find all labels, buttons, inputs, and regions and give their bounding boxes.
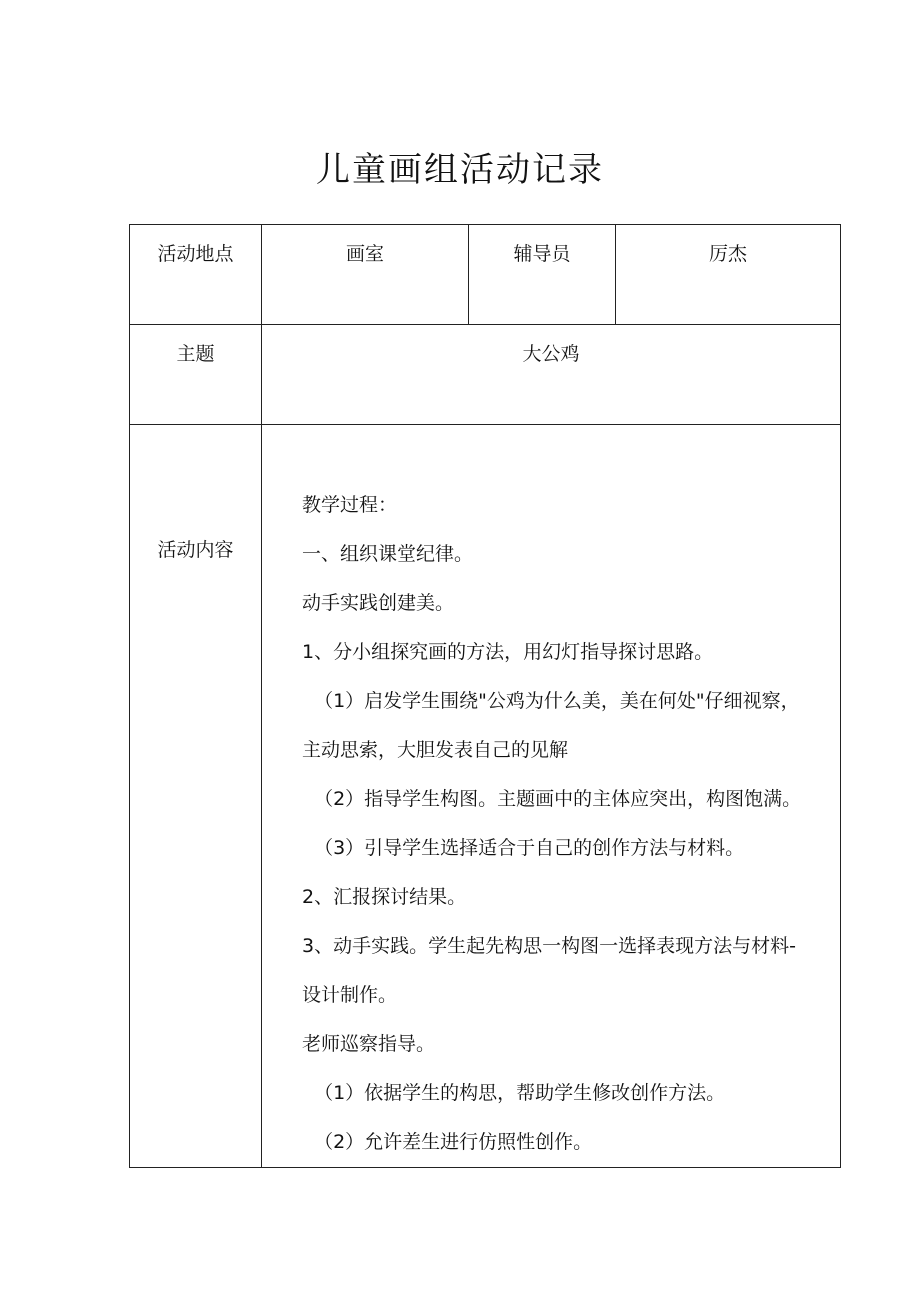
table-row-content (130, 425, 841, 1168)
location-value: 画室 (345, 243, 384, 265)
content-label-cell (130, 425, 262, 1168)
content-line: 一、组织课堂纪律。 (302, 543, 474, 565)
location-value-cell (262, 225, 469, 325)
content-label: 活动内容 (157, 539, 234, 561)
content-line: （2）允许差生进行仿照性创作。 (302, 1131, 593, 1153)
content-line: （3）引导学生选择适合于自己的创作方法与材料。 (302, 837, 745, 859)
tutor-value-cell (616, 225, 841, 325)
content-line: 动手实践创建美。 (302, 592, 455, 614)
theme-label-cell (130, 325, 262, 425)
table-row-theme (130, 325, 841, 425)
content-line: （1）启发学生围绕"公鸡为什么美，美在何处"仔细视察， (302, 690, 800, 712)
content-line: 主动思索，大胆发表自己的见解 (302, 739, 569, 761)
activity-record-table (129, 224, 841, 1168)
tutor-value: 厉杰 (708, 243, 747, 265)
theme-value-cell (262, 325, 841, 425)
content-line: 2、汇报探讨结果。 (302, 886, 467, 908)
theme-label: 主题 (176, 343, 215, 365)
content-body-cell (262, 425, 841, 1168)
content-line: 教学过程： (302, 494, 398, 516)
tutor-label: 辅导员 (513, 243, 571, 265)
content-line: 设计制作。 (302, 984, 398, 1006)
location-label: 活动地点 (157, 243, 234, 265)
content-line: （2）指导学生构图。主题画中的主体应突出，构图饱满。 (302, 788, 802, 810)
location-label-cell (130, 225, 262, 325)
content-body (262, 425, 840, 1167)
page-title: 儿童画组活动记录 (316, 150, 604, 190)
content-line: （1）依据学生的构思，帮助学生修改创作方法。 (302, 1082, 726, 1104)
content-line: 老师巡察指导。 (302, 1033, 436, 1055)
theme-value: 大公鸡 (522, 343, 580, 365)
content-line: 3、动手实践。学生起先构思一构图一选择表现方法与材料- (302, 935, 796, 957)
content-line: 1、分小组探究画的方法，用幻灯指导探讨思路。 (302, 641, 714, 663)
table-row-location (130, 225, 841, 325)
tutor-label-cell (469, 225, 616, 325)
